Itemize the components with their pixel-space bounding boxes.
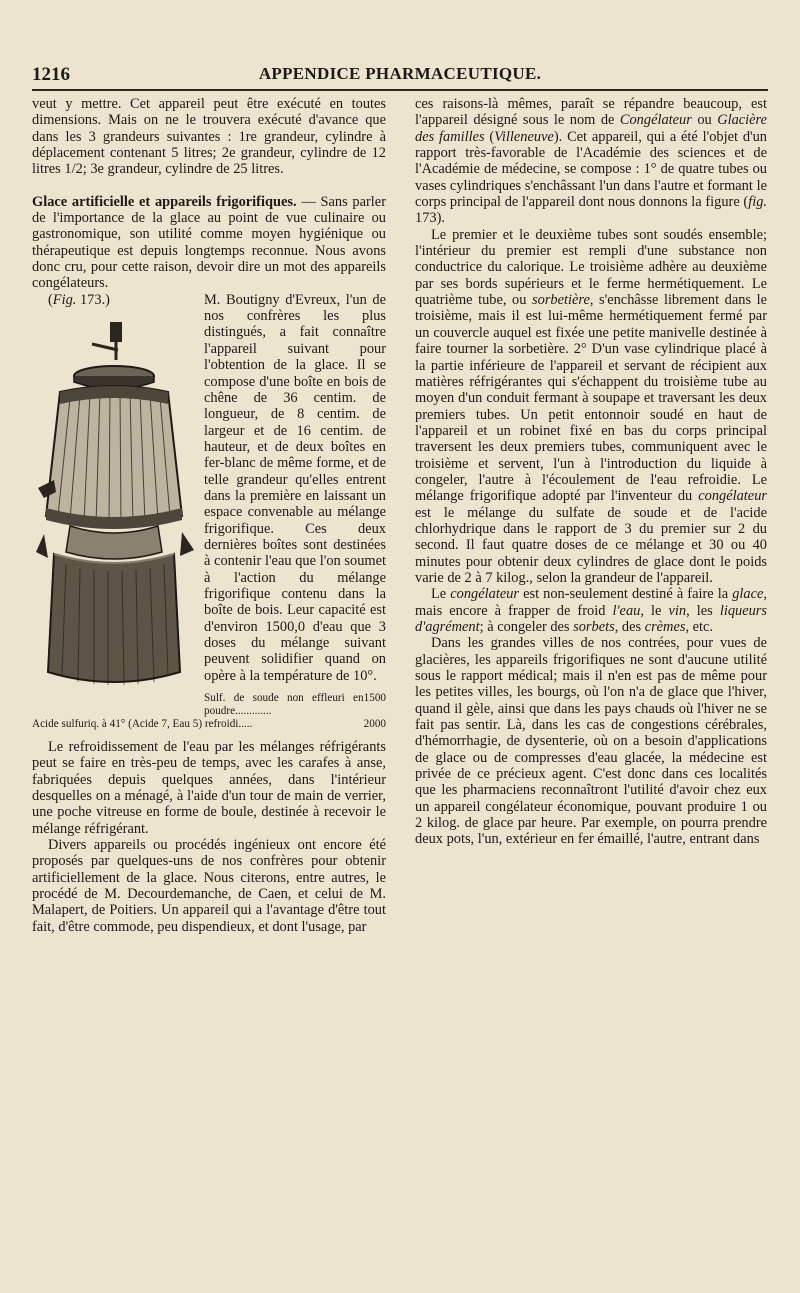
paragraph: Divers appareils ou procédés ingénieux ont encore été proposés par quelques-uns de nos confrères pour obtenir artificiellement de la glace. Nous citerons, entre autres, le procédé de M. Decourdemanche, de Caen, et celui de M. Malapert, de Poitiers. Un appareil qui a l'avantage d'être tout fait, d'être commode, peu dispendieux, et dont l'usage, par xyxy=(32,837,386,935)
table-label: Sulf. de soude non effleuri en poudre............. xyxy=(204,692,364,718)
header-rule xyxy=(32,89,768,91)
left-column xyxy=(32,96,386,935)
ice-machine-illustration xyxy=(32,320,196,696)
paragraph: M. Boutigny d'Evreux, l'un de nos confrères les plus distingués, a fait connaître l'appareil suivant pour l'obtention de la glace. Il se compose d'une boîte en bois de chêne de 36 centim. de longueur, de 8 centim. de largeur et de 16 centim. de hauteur, et de deux boîtes en fer-blanc de même forme, et de telle grandeur qu'elles entrent dans la première en laissant un espace convenable au mélange frigorifique. Ces deux dernières boîtes sont destinées à contenir l'eau que l'on soumet à l'action du mélange frigorifique contenu dans la boîte de bois. Leur capacité est d'environ 1500,0 d'eau que 3 doses du mélange suivant peuvent solidifier quand on opère à la température de 10°. xyxy=(204,291,386,684)
paragraph: Le congélateur est non-seulement destiné à faire la glace, mais encore à frapper de froid l'eau, le vin, les liqueurs d'agrément; à congeler des sorbets, des crèmes, etc. xyxy=(415,586,767,635)
paragraph: Le premier et le deuxième tubes sont soudés ensemble; l'intérieur du premier est rempli d'une substance non conductrice du calorique. Le troisième adhère au deuxième par ses bords supérieurs et le ferme hermétiquement. Le quatrième tube, ou sorbetière, s'enchâsse librement dans le troisième, mais il est lui-même hermétiquement fermé par un couvercle auquel est fixée une petite manivelle destinée à faire tourner la sorbetière. 2° D'un vase cylindrique placé à la partie inférieure de l'appareil et servant de récipient aux matières réfrigérantes qui s'échappent du troisième tube au moyen d'un conduit fermant à soupape et traversant les deux premiers tubes. Un petit entonnoir soudé en haut de l'appareil et un robinet fixé en bas du corps principal traversent les deux premiers tubes, communiquent avec le troisième et servent, l'un à l'introduction du liquide à congeler, l'autre à l'écoulement de l'eau refroidie. Le mélange frigorifique adopté par l'inventeur du congélateur est le mélange du sulfate de soude et de l'acide chlorhydrique dans le rapport de 3 du premier sur 2 du second. Il faut quatre doses de ce mélange et 30 ou 40 minutes pour obtenir deux cylindres de glace dont le poids varie de 2 à 7 kilog., selon la grandeur de l'appareil. xyxy=(415,226,768,586)
page-header xyxy=(32,64,768,86)
paragraph-text: — Sans parler de l'importance de la glace au point de vue culinaire ou gastronomique, son utilité comme moyen hygiénique ou thérapeutique est depuis longtemps reconnue. Nous avons donc cru, pour cette raison, devoir dire un mot des appareils congélateurs. xyxy=(32,193,386,292)
running-title: APPENDICE PHARMACEUTIQUE. xyxy=(258,64,542,83)
section-title: Glace artificielle et appareils frigorifiques. xyxy=(32,193,297,210)
right-column xyxy=(415,96,767,848)
figure-173 xyxy=(32,292,196,700)
table-label: Acide sulfuriq. à 41° (Acide 7, Eau 5) refroidi..... xyxy=(32,718,253,731)
paragraph: Le refroidissement de l'eau par les mélanges réfrigérants peut se faire en très-peu de temps, avec les carafes à anse, fabriquées depuis quelques années, dans l'intérieur desquelles on a ménagé, à l'aide d'un tour de main de verrier, une poche vitreuse en forme de boule, destinée à recevoir le mélange réfrigérant. xyxy=(32,739,386,837)
table-row xyxy=(32,718,386,731)
paragraph: veut y mettre. Cet appareil peut être exécuté en toutes dimensions. Mais on ne le trouvera exécuté d'avance que dans les 3 grandeurs suivantes : 1re grandeur, cylindre à déplacement contenant 5 litres; 2e grandeur, cylindre de 12 litres 1/2; 3e grandeur, cylindre de 25 litres. xyxy=(32,96,386,178)
figure-caption: (Fig. 173.) xyxy=(48,291,110,308)
page-number: 1216 xyxy=(32,64,70,85)
table-value: 1500 xyxy=(363,692,386,705)
paragraph: Dans les grandes villes de nos contrées, pour vues de glacières, les appareils frigorifiques ne sont d'aucune utilité sous le rapport médical; mais il n'en est pas de même pour les petites villes, les bourgs, où l'on n'a de glace que l'hiver, quand il gèle, ainsi que dans les pays chauds où l'hiver ne se fait pas sentir. Là, dans les cas de congestions cérébrales, d'hémorrhagie, de dysenterie, où on a besoin d'applications de glace ou de compresses d'eau glacée, la médecine est privée de ce précieux agent. C'est donc dans ces localités que les pharmaciens reconnaîtront l'utilité d'avoir chez eux un appareil congélateur économique, pouvant produire 1 ou 2 kilog. de glace par heure. Par exemple, on pourra prendre deux pots, l'un, extérieur en fer émaillé, l'autre, entrant dans xyxy=(415,635,767,848)
paragraph: ces raisons-là mêmes, paraît se répandre beaucoup, est l'appareil désigné sous le nom de Congélateur ou Glacière des familles (Villeneuve). Cet appareil, qui a été l'objet d'un rapport très-favorable de l'Académie des sciences et de l'Académie de médecine, se compose : 1° de quatre tubes ou vases cylindriques s'enchâssant l'un dans l'autre et formant le corps principal de l'appareil dont nous donnons la figure (fig. 173). xyxy=(415,96,768,227)
table-row xyxy=(204,692,386,718)
section-paragraph xyxy=(32,194,386,292)
table-value: 2000 xyxy=(363,718,386,731)
